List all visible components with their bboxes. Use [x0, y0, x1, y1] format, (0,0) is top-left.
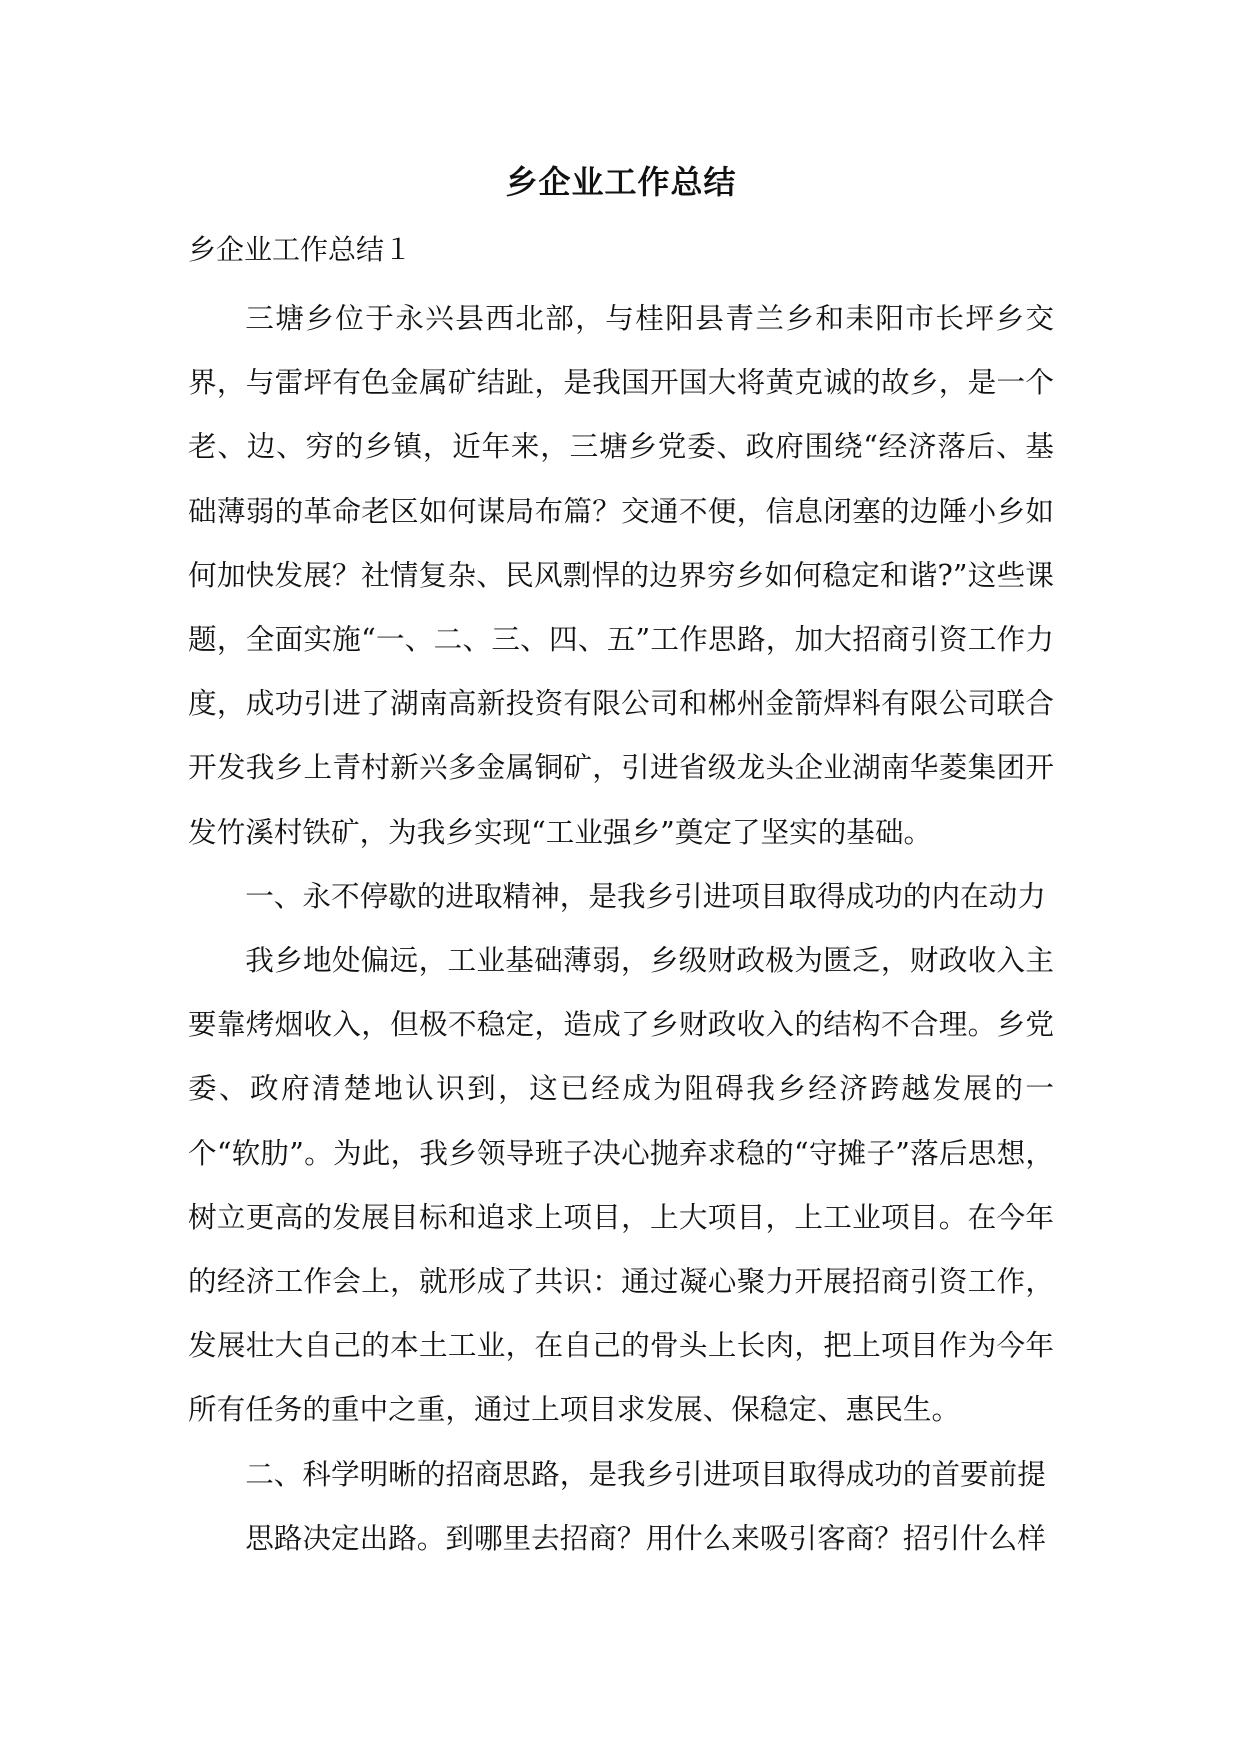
paragraph-intro: 三塘乡位于永兴县西北部，与桂阳县青兰乡和耒阳市长坪乡交界，与雷坪有色金属矿结趾，是我国开国大将黄克诚的故乡，是一个老、边、穷的乡镇，近年来，三塘乡党委、政府围绕“经济落后、基础薄弱的革命老区如何谋局布篇？交通不便，信息闭塞的边陲小乡如何加快发展？社情复杂、民风剽悍的边界穷乡如何稳定和谐?”这些课题，全面实施“一、二、三、四、五”工作思路，加大招商引资工作力度，成功引进了湖南高新投资有限公司和郴州金箭焊料有限公司联合开发我乡上青村新兴多金属铜矿，引进省级龙头企业湖南华菱集团开发竹溪村铁矿，为我乡实现“工业强乡”奠定了坚实的基础。 — [188, 301, 1054, 849]
section-heading-two: 二、科学明晰的招商思路，是我乡引进项目取得成功的首要前提 — [245, 1456, 1046, 1491]
section-heading-one: 一、永不停歇的进取精神，是我乡引进项目取得成功的内在动力 — [245, 878, 1046, 913]
section-heading: 乡企业工作总结１ — [188, 233, 413, 266]
document-body — [188, 286, 1054, 1570]
paragraph-section-one: 我乡地处偏远，工业基础薄弱，乡级财政极为匮乏，财政收入主要靠烤烟收入，但极不稳定，造成了乡财政收入的结构不合理。乡党委、政府清楚地认识到，这已经成为阻碍我乡经济跨越发展的一个“软肋”。为此，我乡领导班子决心抛弃求稳的“守摊子”落后思想，树立更高的发展目标和追求上项目，上大项目，上工业项目。在今年的经济工作会上，就形成了共识：通过凝心聚力开展招商引资工作，发展壮大自己的本土工业，在自己的骨头上长肉，把上项目作为今年所有任务的重中之重，通过上项目求发展、保稳定、惠民生。 — [188, 943, 1054, 1427]
paragraph-section-two: 思路决定出路。到哪里去招商？用什么来吸引客商？招引什么样 — [245, 1520, 1046, 1555]
document-title: 乡企业工作总结 — [505, 163, 737, 201]
